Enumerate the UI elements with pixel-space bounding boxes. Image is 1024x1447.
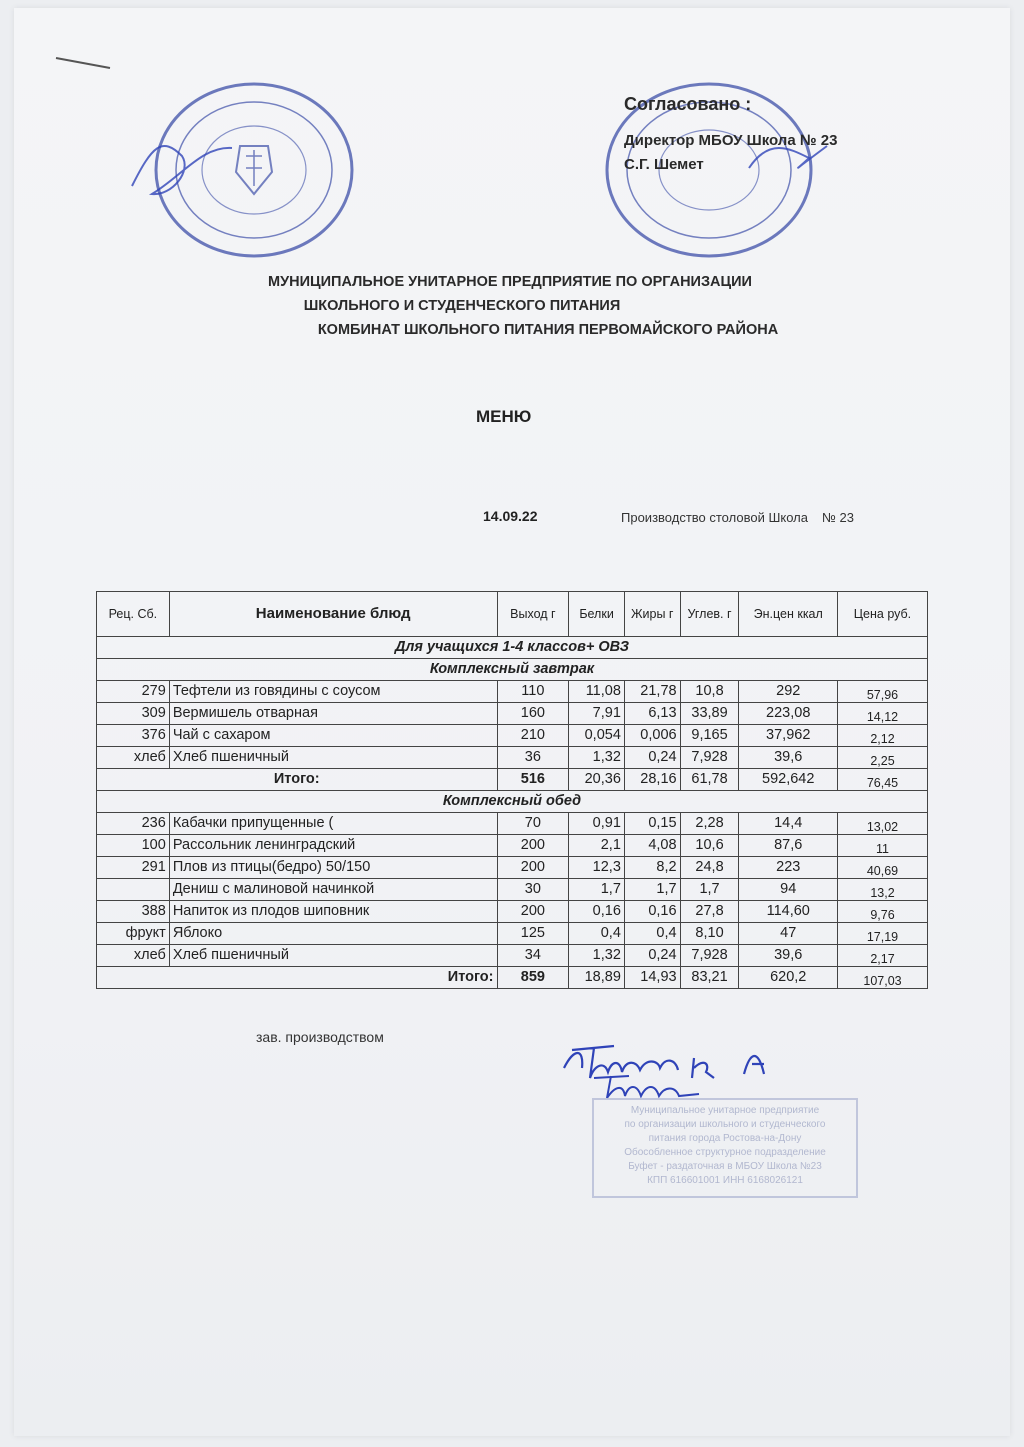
cell-rec: 376: [97, 725, 170, 747]
cell-price: [837, 923, 927, 945]
menu-title: МЕНЮ: [476, 407, 532, 426]
table-row: [97, 681, 928, 703]
price-value: 40,69: [866, 864, 899, 878]
org-line-1: МУНИЦИПАЛЬНОЕ УНИТАРНОЕ ПРЕДПРИЯТИЕ ПО ОРГАНИЗАЦИИ: [268, 274, 752, 290]
cell-output: 200: [497, 835, 569, 857]
table-row: [97, 879, 928, 901]
cell-protein: 2,1: [569, 835, 625, 857]
cell-energy: 114,60: [739, 901, 838, 923]
cell-price: [837, 857, 927, 879]
cell-protein: 0,91: [569, 813, 625, 835]
total-output: 859: [497, 967, 569, 989]
table-header-row: [97, 592, 928, 637]
cell-fat: 0,15: [624, 813, 680, 835]
price-value: 76,45: [866, 776, 899, 790]
cell-output: 200: [497, 901, 569, 923]
section-title: Комплексный обед: [97, 791, 928, 813]
cell-name: Вермишель отварная: [169, 703, 497, 725]
cell-fat: 0,006: [624, 725, 680, 747]
total-row: [97, 967, 928, 989]
price-value: 2,25: [870, 754, 895, 768]
production-text: Производство столовой Школа: [621, 510, 808, 525]
total-energy: 620,2: [739, 967, 838, 989]
cell-name: Плов из птицы(бедро) 50/150: [169, 857, 497, 879]
cell-price: [837, 703, 927, 725]
total-carbs: 61,78: [680, 769, 739, 791]
total-output: 516: [497, 769, 569, 791]
cell-energy: 223,08: [739, 703, 838, 725]
table-row: [97, 725, 928, 747]
total-protein: 20,36: [569, 769, 625, 791]
cell-protein: 7,91: [569, 703, 625, 725]
cell-price: [837, 813, 927, 835]
cell-price: [837, 879, 927, 901]
total-fat: 28,16: [624, 769, 680, 791]
cell-carbs: 10,6: [680, 835, 739, 857]
price-value: 14,12: [866, 710, 899, 724]
cell-output: 125: [497, 923, 569, 945]
cell-protein: 0,054: [569, 725, 625, 747]
cell-price: [837, 725, 927, 747]
total-price: [837, 769, 927, 791]
col-header-price: Цена руб.: [837, 592, 927, 637]
cell-energy: 37,962: [739, 725, 838, 747]
official-seal-left: [122, 76, 372, 264]
cell-name: Дениш с малиновой начинкой: [169, 879, 497, 901]
cell-protein: 12,3: [569, 857, 625, 879]
stamp-line: КПП 616601001 ИНН 6168026121: [647, 1175, 803, 1186]
approval-director: Директор МБОУ Школа № 23: [624, 132, 838, 149]
section-title: Комплексный завтрак: [97, 659, 928, 681]
cell-name: Кабачки припущенные (: [169, 813, 497, 835]
price-value: 2,12: [870, 732, 895, 746]
cell-price: [837, 901, 927, 923]
approval-heading: Согласовано :: [624, 94, 752, 114]
cell-rec: фрукт: [97, 923, 170, 945]
cell-fat: 0,24: [624, 945, 680, 967]
price-value: 2,17: [870, 952, 895, 966]
cell-price: [837, 747, 927, 769]
cell-name: Яблоко: [169, 923, 497, 945]
cell-name: Тефтели из говядины с соусом: [169, 681, 497, 703]
cell-rec: 236: [97, 813, 170, 835]
cell-output: 34: [497, 945, 569, 967]
cell-fat: 8,2: [624, 857, 680, 879]
total-fat: 14,93: [624, 967, 680, 989]
total-label: Итого:: [97, 769, 498, 791]
stamp-line: Муниципальное унитарное предприятие: [630, 1105, 820, 1116]
menu-table-body: [97, 637, 928, 989]
total-protein: 18,89: [569, 967, 625, 989]
cell-fat: 1,7: [624, 879, 680, 901]
cell-output: 210: [497, 725, 569, 747]
cell-protein: 1,32: [569, 747, 625, 769]
cell-rec: 388: [97, 901, 170, 923]
table-row: [97, 901, 928, 923]
cell-price: [837, 681, 927, 703]
cell-output: 160: [497, 703, 569, 725]
group-title-row: [97, 637, 928, 659]
price-value: 11: [876, 842, 889, 856]
price-value: 13,02: [866, 820, 899, 834]
cell-rec: 291: [97, 857, 170, 879]
cell-protein: 1,7: [569, 879, 625, 901]
cell-carbs: 33,89: [680, 703, 739, 725]
price-value: 9,76: [870, 908, 895, 922]
cell-carbs: 1,7: [680, 879, 739, 901]
cell-carbs: 27,8: [680, 901, 739, 923]
rectangular-stamp: [592, 1098, 858, 1198]
production-number: № 23: [821, 510, 854, 525]
cell-fat: 6,13: [624, 703, 680, 725]
price-value: 13,2: [870, 886, 895, 900]
total-energy: 592,642: [739, 769, 838, 791]
col-header-output: Выход г: [497, 592, 569, 637]
menu-table: [96, 591, 928, 989]
production-label: [621, 510, 854, 525]
cell-output: 30: [497, 879, 569, 901]
cell-energy: 223: [739, 857, 838, 879]
stamp-line: по организации школьного и студенческого: [624, 1119, 826, 1130]
cell-carbs: 7,928: [680, 945, 739, 967]
col-header-rec: Рец. Сб.: [97, 592, 170, 637]
cell-energy: 292: [739, 681, 838, 703]
table-row: [97, 835, 928, 857]
total-row: [97, 769, 928, 791]
cell-name: Хлеб пшеничный: [169, 747, 497, 769]
total-price: [837, 967, 927, 989]
cell-protein: 0,4: [569, 923, 625, 945]
col-header-name: Наименование блюд: [169, 592, 497, 637]
cell-rec: [97, 879, 170, 901]
cell-energy: 47: [739, 923, 838, 945]
col-header-protein: Белки: [569, 592, 625, 637]
cell-protein: 1,32: [569, 945, 625, 967]
approval-director-name: С.Г. Шемет: [624, 156, 704, 173]
cell-energy: 14,4: [739, 813, 838, 835]
section-title-row: [97, 659, 928, 681]
cell-fat: 0,24: [624, 747, 680, 769]
cell-name: Хлеб пшеничный: [169, 945, 497, 967]
cell-fat: 4,08: [624, 835, 680, 857]
cell-output: 36: [497, 747, 569, 769]
cell-energy: 87,6: [739, 835, 838, 857]
cell-carbs: 8,10: [680, 923, 739, 945]
cell-protein: 11,08: [569, 681, 625, 703]
table-row: [97, 813, 928, 835]
cell-fat: 21,78: [624, 681, 680, 703]
col-header-energy: Эн.цен ккал: [739, 592, 838, 637]
cell-carbs: 10,8: [680, 681, 739, 703]
stamp-line: Буфет - раздаточная в МБОУ Школа №23: [628, 1161, 822, 1172]
cell-fat: 0,4: [624, 923, 680, 945]
total-label: Итого:: [97, 967, 498, 989]
cell-rec: 279: [97, 681, 170, 703]
group-title: Для учащихся 1-4 классов+ ОВЗ: [97, 637, 928, 659]
table-row: [97, 747, 928, 769]
head-of-production-label: зав. производством: [256, 1029, 384, 1045]
table-row: [97, 945, 928, 967]
section-title-row: [97, 791, 928, 813]
cell-energy: 94: [739, 879, 838, 901]
table-row: [97, 703, 928, 725]
price-value: 107,03: [863, 974, 902, 988]
menu-date: 14.09.22: [483, 508, 538, 524]
table-row: [97, 923, 928, 945]
cell-name: Рассольник ленинградский: [169, 835, 497, 857]
price-value: 57,96: [866, 688, 899, 702]
cell-carbs: 24,8: [680, 857, 739, 879]
stamp-line: Обособленное структурное подразделение: [624, 1147, 826, 1158]
cell-rec: хлеб: [97, 747, 170, 769]
cell-carbs: 7,928: [680, 747, 739, 769]
cell-output: 110: [497, 681, 569, 703]
pen-mark: [54, 54, 114, 72]
cell-energy: 39,6: [739, 945, 838, 967]
cell-rec: хлеб: [97, 945, 170, 967]
cell-rec: 100: [97, 835, 170, 857]
col-header-fat: Жиры г: [624, 592, 680, 637]
document-page: [14, 8, 1010, 1436]
cell-energy: 39,6: [739, 747, 838, 769]
org-line-3: КОМБИНАТ ШКОЛЬНОГО ПИТАНИЯ ПЕРВОМАЙСКОГО РАЙОНА: [317, 322, 779, 338]
cell-rec: 309: [97, 703, 170, 725]
org-line-2: ШКОЛЬНОГО И СТУДЕНЧЕСКОГО ПИТАНИЯ: [303, 298, 621, 314]
stamp-line: питания города Ростова-на-Дону: [648, 1133, 802, 1144]
price-value: 17,19: [866, 930, 899, 944]
table-row: [97, 857, 928, 879]
total-carbs: 83,21: [680, 967, 739, 989]
cell-protein: 0,16: [569, 901, 625, 923]
cell-name: Напиток из плодов шиповник: [169, 901, 497, 923]
cell-price: [837, 945, 927, 967]
cell-output: 70: [497, 813, 569, 835]
col-header-carbs: Углев. г: [680, 592, 739, 637]
cell-output: 200: [497, 857, 569, 879]
cell-name: Чай с сахаром: [169, 725, 497, 747]
cell-carbs: 9,165: [680, 725, 739, 747]
cell-carbs: 2,28: [680, 813, 739, 835]
cell-fat: 0,16: [624, 901, 680, 923]
cell-price: [837, 835, 927, 857]
